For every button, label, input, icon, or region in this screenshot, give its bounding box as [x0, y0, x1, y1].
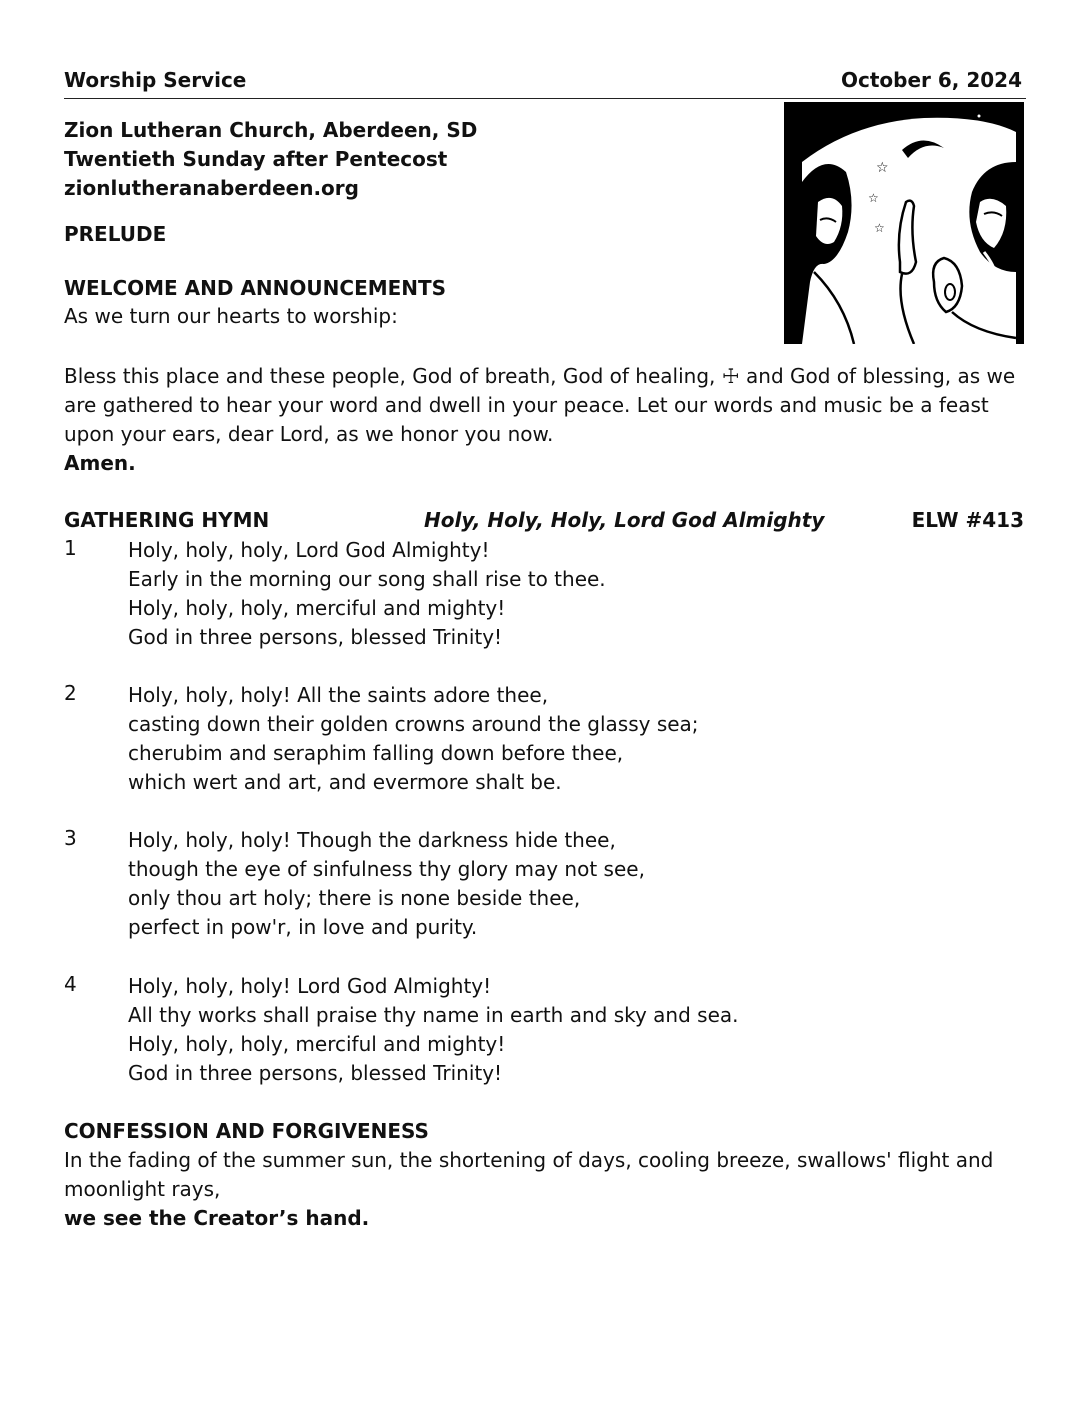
welcome-section — [64, 276, 446, 328]
verse-number: 1 — [64, 536, 77, 560]
verse-line: Holy, holy, holy! Though the darkness hide thee, — [128, 828, 616, 852]
verse-line: Holy, holy, holy! Lord God Almighty! — [128, 974, 492, 998]
church-occasion: Twentieth Sunday after Pentecost — [64, 147, 448, 171]
confession-text: In the fading of the summer sun, the shortening of days, cooling breeze, swallows' flight and moonlight rays, — [64, 1148, 994, 1201]
svg-text:☆: ☆ — [874, 221, 885, 235]
welcome-title: WELCOME AND ANNOUNCEMENTS — [64, 276, 447, 300]
verse-number: 4 — [64, 972, 77, 996]
svg-text:☆: ☆ — [876, 160, 889, 176]
verse-line: All thy works shall praise thy name in earth and sky and sea. — [128, 1003, 739, 1027]
verse-line: Holy, holy, holy! All the saints adore thee, — [128, 683, 549, 707]
prelude-title: PRELUDE — [64, 222, 167, 246]
welcome-prayer-text: Bless this place and these people, God of breath, God of healing, ☩ and God of blessing, as we are gathered to hear your word and dwell in your peace. Let our words and music be a feast upon your ears, dear Lord, as we honor you now. — [64, 364, 1016, 446]
verse-line: perfect in pow'r, in love and purity. — [128, 915, 478, 939]
welcome-prayer — [64, 362, 1024, 478]
church-name: Zion Lutheran Church, Aberdeen, SD — [64, 118, 478, 142]
verse-number: 3 — [64, 826, 77, 850]
verse-line: though the eye of sinfulness thy glory may not see, — [128, 857, 645, 881]
woodcut-two-figures-night-sky-icon — [784, 102, 1024, 344]
verse-line: Holy, holy, holy, merciful and mighty! — [128, 1032, 506, 1056]
confession-section — [64, 1117, 1024, 1233]
church-info — [64, 116, 477, 203]
verse-number: 2 — [64, 681, 77, 705]
prelude-section — [64, 222, 166, 246]
verse-lines — [128, 826, 645, 942]
church-website: zionlutheranaberdeen.org — [64, 176, 359, 200]
verse-line: which wert and art, and evermore shalt be. — [128, 770, 562, 794]
svg-text:☆: ☆ — [868, 191, 879, 205]
header-date: October 6, 2024 — [840, 68, 1022, 92]
verse-line: casting down their golden crowns around the glassy sea; — [128, 712, 699, 736]
hymn-number: ELW #413 — [911, 508, 1024, 532]
hymn-label: GATHERING HYMN — [64, 508, 270, 532]
gathering-hymn-header — [64, 508, 1024, 534]
confession-response: we see the Creator’s hand. — [64, 1206, 370, 1230]
welcome-intro: As we turn our hearts to worship: — [64, 304, 398, 328]
verse-lines — [128, 972, 739, 1088]
verse-line: only thou art holy; there is none beside thee, — [128, 886, 581, 910]
welcome-response: Amen. — [64, 451, 136, 475]
verse-lines — [128, 681, 699, 797]
verse-line: God in three persons, blessed Trinity! — [128, 1061, 503, 1085]
verse-lines — [128, 536, 606, 652]
verse-line: cherubim and seraphim falling down before thee, — [128, 741, 624, 765]
header-divider — [64, 98, 1026, 99]
confession-title: CONFESSION AND FORGIVENESS — [64, 1119, 429, 1143]
hymn-title: Holy, Holy, Holy, Lord God Almighty — [424, 508, 825, 532]
verse-line: Early in the morning our song shall rise to thee. — [128, 567, 606, 591]
header-title: Worship Service — [64, 68, 247, 92]
verse-line: Holy, holy, holy, merciful and mighty! — [128, 596, 506, 620]
page-header — [64, 68, 1026, 94]
verse-line: Holy, holy, holy, Lord God Almighty! — [128, 538, 490, 562]
verse-line: God in three persons, blessed Trinity! — [128, 625, 503, 649]
